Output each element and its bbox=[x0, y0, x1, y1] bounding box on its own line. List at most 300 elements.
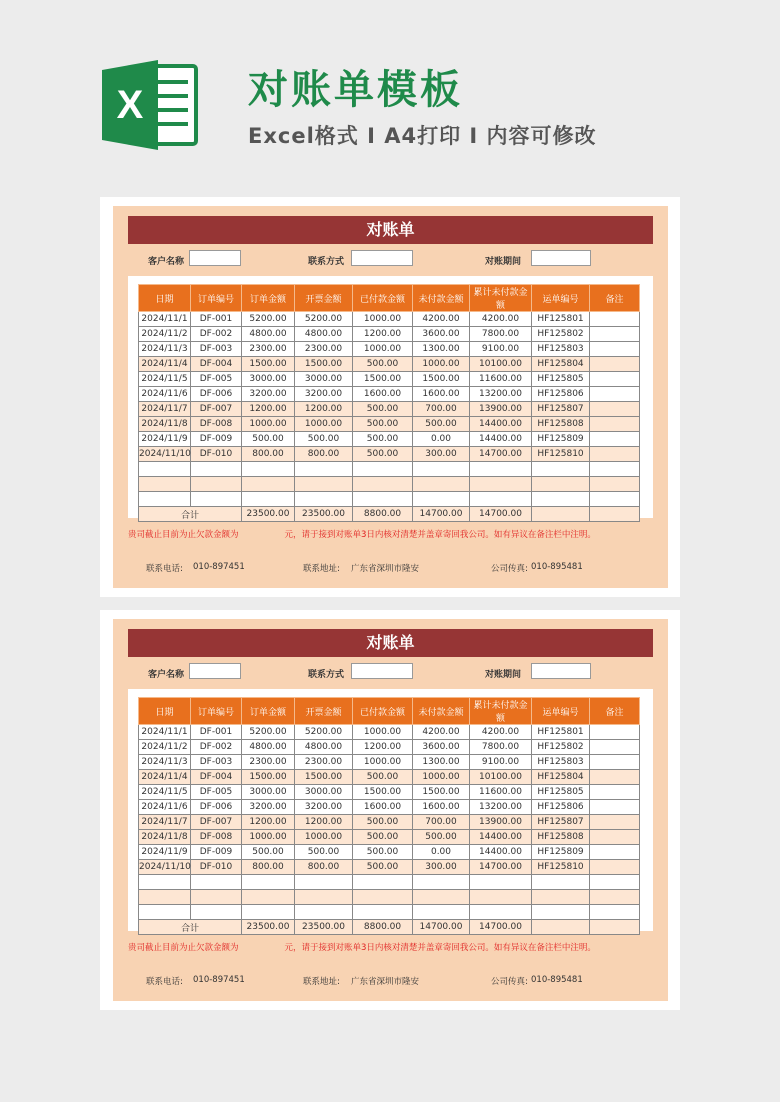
table-cell[interactable]: HF125808 bbox=[532, 830, 590, 845]
table-cell[interactable] bbox=[590, 845, 640, 860]
table-cell[interactable] bbox=[590, 725, 640, 740]
table-cell[interactable] bbox=[191, 875, 242, 890]
table-cell[interactable]: HF125805 bbox=[532, 785, 590, 800]
table-cell[interactable] bbox=[590, 402, 640, 417]
column-header: 备注 bbox=[590, 698, 640, 725]
table-cell[interactable] bbox=[353, 492, 413, 507]
table-cell[interactable]: 1000.00 bbox=[413, 770, 470, 785]
column-header: 累计未付款金额 bbox=[470, 285, 532, 312]
sheet-title: 对账单 bbox=[128, 629, 653, 657]
table-cell[interactable] bbox=[413, 492, 470, 507]
statement-sheet-2 bbox=[100, 610, 680, 1010]
table-cell[interactable]: DF-003 bbox=[191, 342, 242, 357]
total-label: 合计 bbox=[139, 507, 242, 522]
table-cell[interactable]: 1200.00 bbox=[242, 815, 295, 830]
table-cell[interactable]: 14700.00 bbox=[470, 447, 532, 462]
table-cell[interactable] bbox=[470, 875, 532, 890]
table-cell[interactable]: 2024/11/2 bbox=[139, 327, 191, 342]
table-cell[interactable]: 2024/11/1 bbox=[139, 312, 191, 327]
customer-name-field[interactable] bbox=[189, 663, 241, 679]
table-cell[interactable]: 13900.00 bbox=[470, 402, 532, 417]
table-cell[interactable]: 1000.00 bbox=[353, 725, 413, 740]
column-header: 开票金额 bbox=[295, 285, 353, 312]
table-cell[interactable]: 500.00 bbox=[295, 845, 353, 860]
table-cell[interactable]: HF125802 bbox=[532, 740, 590, 755]
table-cell[interactable]: 14400.00 bbox=[470, 830, 532, 845]
table-cell[interactable] bbox=[242, 905, 295, 920]
table-cell[interactable]: 1200.00 bbox=[242, 402, 295, 417]
table-cell[interactable] bbox=[242, 477, 295, 492]
table-cell[interactable]: 3600.00 bbox=[413, 327, 470, 342]
table-cell[interactable]: 500.00 bbox=[353, 447, 413, 462]
table-cell[interactable]: 11600.00 bbox=[470, 372, 532, 387]
table-cell[interactable] bbox=[470, 477, 532, 492]
table-cell[interactable]: 14400.00 bbox=[470, 432, 532, 447]
total-paid-amount: 8800.00 bbox=[353, 507, 413, 522]
table-cell[interactable]: 700.00 bbox=[413, 402, 470, 417]
column-header: 订单金额 bbox=[242, 285, 295, 312]
table-cell[interactable]: 500.00 bbox=[242, 845, 295, 860]
table-cell[interactable]: 2300.00 bbox=[295, 342, 353, 357]
table-cell[interactable] bbox=[590, 905, 640, 920]
table-row bbox=[139, 462, 640, 477]
table-cell[interactable]: 2024/11/7 bbox=[139, 815, 191, 830]
table-cell[interactable]: 13900.00 bbox=[470, 815, 532, 830]
customer-name-field[interactable] bbox=[189, 250, 241, 266]
table-cell[interactable]: 1500.00 bbox=[353, 372, 413, 387]
address-label: 联系地址: bbox=[303, 977, 340, 987]
table-cell[interactable] bbox=[295, 477, 353, 492]
table-cell[interactable]: 1000.00 bbox=[242, 417, 295, 432]
table-cell[interactable]: DF-010 bbox=[191, 860, 242, 875]
table-cell[interactable]: 7800.00 bbox=[470, 740, 532, 755]
table-cell[interactable] bbox=[191, 905, 242, 920]
table-cell[interactable]: 2024/11/1 bbox=[139, 725, 191, 740]
contact-field[interactable] bbox=[351, 250, 413, 266]
table-cell[interactable]: 500.00 bbox=[353, 830, 413, 845]
table-cell[interactable] bbox=[590, 357, 640, 372]
table-cell[interactable]: 4800.00 bbox=[295, 327, 353, 342]
table-cell[interactable]: 13200.00 bbox=[470, 800, 532, 815]
table-cell[interactable]: DF-002 bbox=[191, 327, 242, 342]
table-cell[interactable]: 2024/11/7 bbox=[139, 402, 191, 417]
total-order-amount: 23500.00 bbox=[242, 507, 295, 522]
table-cell[interactable]: 1500.00 bbox=[242, 357, 295, 372]
table-cell[interactable]: 1200.00 bbox=[295, 402, 353, 417]
table-cell[interactable] bbox=[470, 462, 532, 477]
table-cell[interactable]: DF-004 bbox=[191, 770, 242, 785]
table-cell[interactable]: 500.00 bbox=[353, 860, 413, 875]
table-cell[interactable]: 2024/11/3 bbox=[139, 342, 191, 357]
table-cell[interactable]: HF125803 bbox=[532, 755, 590, 770]
table-cell[interactable] bbox=[295, 890, 353, 905]
table-cell[interactable]: 1600.00 bbox=[353, 800, 413, 815]
table-cell[interactable] bbox=[532, 492, 590, 507]
table-cell[interactable]: 3200.00 bbox=[295, 800, 353, 815]
table-cell[interactable]: 1000.00 bbox=[353, 312, 413, 327]
table-cell[interactable]: DF-007 bbox=[191, 402, 242, 417]
table-cell[interactable]: 1500.00 bbox=[413, 372, 470, 387]
table-cell[interactable]: HF125806 bbox=[532, 387, 590, 402]
table-cell[interactable]: 2024/11/9 bbox=[139, 432, 191, 447]
table-cell[interactable] bbox=[295, 875, 353, 890]
period-label: 对账期间 bbox=[485, 670, 522, 680]
table-cell[interactable] bbox=[139, 492, 191, 507]
table-cell[interactable]: 500.00 bbox=[353, 432, 413, 447]
table-cell[interactable]: 0.00 bbox=[413, 845, 470, 860]
table-cell[interactable] bbox=[242, 890, 295, 905]
table-cell[interactable]: 3200.00 bbox=[242, 387, 295, 402]
table-cell[interactable] bbox=[590, 830, 640, 845]
table-cell[interactable]: 2024/11/6 bbox=[139, 387, 191, 402]
table-cell[interactable] bbox=[242, 462, 295, 477]
table-cell[interactable]: HF125801 bbox=[532, 312, 590, 327]
fax-value: 010-895481 bbox=[531, 562, 583, 572]
phone-label: 联系电话: bbox=[146, 977, 183, 987]
period-field[interactable] bbox=[531, 663, 591, 679]
table-cell[interactable]: 1000.00 bbox=[295, 417, 353, 432]
table-cell[interactable] bbox=[590, 312, 640, 327]
table-cell[interactable]: 1000.00 bbox=[242, 830, 295, 845]
table-cell[interactable]: 1600.00 bbox=[413, 387, 470, 402]
total-paid-amount: 8800.00 bbox=[353, 920, 413, 935]
table-cell[interactable]: 500.00 bbox=[413, 830, 470, 845]
table-cell[interactable]: DF-008 bbox=[191, 417, 242, 432]
statement-table bbox=[138, 697, 640, 935]
table-cell[interactable]: 4200.00 bbox=[470, 312, 532, 327]
table-cell[interactable] bbox=[532, 477, 590, 492]
table-cell[interactable]: 300.00 bbox=[413, 447, 470, 462]
table-cell[interactable]: 3600.00 bbox=[413, 740, 470, 755]
table-cell[interactable] bbox=[590, 417, 640, 432]
column-header: 日期 bbox=[139, 698, 191, 725]
table-cell[interactable]: 5200.00 bbox=[295, 725, 353, 740]
table-cell[interactable]: 4200.00 bbox=[413, 312, 470, 327]
table-cell[interactable]: 800.00 bbox=[295, 860, 353, 875]
table-cell[interactable]: 2024/11/2 bbox=[139, 740, 191, 755]
table-cell[interactable]: 4800.00 bbox=[242, 327, 295, 342]
table-cell[interactable]: HF125805 bbox=[532, 372, 590, 387]
table-cell[interactable]: 1500.00 bbox=[353, 785, 413, 800]
phone-value: 010-897451 bbox=[193, 562, 245, 572]
table-cell[interactable] bbox=[590, 785, 640, 800]
table-cell[interactable]: 7800.00 bbox=[470, 327, 532, 342]
table-cell[interactable] bbox=[191, 477, 242, 492]
table-cell[interactable]: HF125810 bbox=[532, 447, 590, 462]
table-row bbox=[139, 770, 640, 785]
table-cell[interactable]: 1200.00 bbox=[295, 815, 353, 830]
table-cell[interactable]: 5200.00 bbox=[242, 725, 295, 740]
table-row bbox=[139, 372, 640, 387]
table-cell[interactable]: DF-004 bbox=[191, 357, 242, 372]
table-cell[interactable]: HF125809 bbox=[532, 845, 590, 860]
table-cell[interactable]: 1000.00 bbox=[295, 830, 353, 845]
table-cell[interactable]: 2300.00 bbox=[295, 755, 353, 770]
column-header: 开票金额 bbox=[295, 698, 353, 725]
table-cell[interactable]: 2024/11/5 bbox=[139, 372, 191, 387]
table-cell[interactable]: 1000.00 bbox=[353, 755, 413, 770]
table-cell[interactable]: 9100.00 bbox=[470, 755, 532, 770]
table-cell[interactable]: 1500.00 bbox=[413, 785, 470, 800]
table-cell[interactable]: DF-006 bbox=[191, 800, 242, 815]
note-part1: 贵司截止目前为止欠款金额为 bbox=[128, 530, 239, 540]
table-cell[interactable] bbox=[532, 905, 590, 920]
table-cell[interactable]: 300.00 bbox=[413, 860, 470, 875]
table-cell[interactable]: 9100.00 bbox=[470, 342, 532, 357]
table-cell[interactable]: 800.00 bbox=[242, 860, 295, 875]
table-cell[interactable]: 14400.00 bbox=[470, 417, 532, 432]
statement-sheet-1 bbox=[100, 197, 680, 597]
table-cell[interactable]: 3000.00 bbox=[242, 372, 295, 387]
info-row bbox=[113, 250, 668, 270]
table-cell[interactable]: DF-005 bbox=[191, 372, 242, 387]
column-header: 订单编号 bbox=[191, 285, 242, 312]
sheet-panel bbox=[113, 619, 668, 1001]
table-cell[interactable]: HF125808 bbox=[532, 417, 590, 432]
table-cell[interactable]: HF125806 bbox=[532, 800, 590, 815]
table-cell[interactable]: 4800.00 bbox=[295, 740, 353, 755]
table-cell[interactable] bbox=[242, 492, 295, 507]
table-cell[interactable] bbox=[191, 462, 242, 477]
table-cell[interactable]: 500.00 bbox=[353, 357, 413, 372]
table-cell[interactable] bbox=[590, 462, 640, 477]
table-row bbox=[139, 387, 640, 402]
table-cell[interactable]: 3000.00 bbox=[242, 785, 295, 800]
table-cell[interactable] bbox=[532, 875, 590, 890]
excel-logo-icon bbox=[100, 60, 200, 150]
table-cell[interactable]: HF125807 bbox=[532, 402, 590, 417]
table-cell[interactable]: DF-010 bbox=[191, 447, 242, 462]
table-cell[interactable]: 500.00 bbox=[413, 417, 470, 432]
payment-note bbox=[128, 528, 658, 540]
table-cell[interactable] bbox=[353, 477, 413, 492]
sheet-panel bbox=[113, 206, 668, 588]
table-cell[interactable]: DF-007 bbox=[191, 815, 242, 830]
total-cumulative-unpaid: 14700.00 bbox=[470, 920, 532, 935]
table-cell[interactable]: DF-006 bbox=[191, 387, 242, 402]
table-cell[interactable]: 1200.00 bbox=[353, 327, 413, 342]
table-cell[interactable]: 2024/11/4 bbox=[139, 357, 191, 372]
table-cell[interactable] bbox=[590, 432, 640, 447]
table-cell[interactable] bbox=[191, 492, 242, 507]
table-cell[interactable]: 800.00 bbox=[242, 447, 295, 462]
table-cell[interactable]: 1300.00 bbox=[413, 342, 470, 357]
table-cell[interactable]: 10100.00 bbox=[470, 357, 532, 372]
total-empty-cell bbox=[532, 507, 590, 522]
table-row bbox=[139, 785, 640, 800]
table-cell[interactable] bbox=[413, 875, 470, 890]
table-cell[interactable]: 1200.00 bbox=[353, 740, 413, 755]
table-cell[interactable] bbox=[139, 477, 191, 492]
table-cell[interactable]: 0.00 bbox=[413, 432, 470, 447]
table-cell[interactable]: HF125803 bbox=[532, 342, 590, 357]
table-cell[interactable]: 500.00 bbox=[353, 845, 413, 860]
table-cell[interactable]: HF125801 bbox=[532, 725, 590, 740]
table-cell[interactable] bbox=[590, 447, 640, 462]
table-cell[interactable] bbox=[413, 890, 470, 905]
total-empty-cell bbox=[590, 507, 640, 522]
contact-field[interactable] bbox=[351, 663, 413, 679]
table-cell[interactable] bbox=[413, 905, 470, 920]
table-cell[interactable] bbox=[353, 890, 413, 905]
table-cell[interactable] bbox=[295, 905, 353, 920]
period-field[interactable] bbox=[531, 250, 591, 266]
table-cell[interactable]: 3000.00 bbox=[295, 785, 353, 800]
statement-table bbox=[138, 284, 640, 522]
table-cell[interactable] bbox=[590, 492, 640, 507]
total-row bbox=[139, 507, 640, 522]
table-cell[interactable] bbox=[139, 890, 191, 905]
table-cell[interactable]: 500.00 bbox=[295, 432, 353, 447]
table-cell[interactable] bbox=[139, 875, 191, 890]
table-cell[interactable]: HF125804 bbox=[532, 770, 590, 785]
table-cell[interactable] bbox=[590, 740, 640, 755]
table-cell[interactable]: DF-009 bbox=[191, 432, 242, 447]
table-cell[interactable]: 700.00 bbox=[413, 815, 470, 830]
table-cell[interactable] bbox=[353, 875, 413, 890]
table-cell[interactable]: 14700.00 bbox=[470, 860, 532, 875]
table-cell[interactable]: 1000.00 bbox=[413, 357, 470, 372]
table-cell[interactable]: 2024/11/3 bbox=[139, 755, 191, 770]
table-cell[interactable] bbox=[353, 462, 413, 477]
table-cell[interactable] bbox=[590, 477, 640, 492]
table-cell[interactable]: DF-009 bbox=[191, 845, 242, 860]
table-cell[interactable]: 500.00 bbox=[242, 432, 295, 447]
table-cell[interactable] bbox=[413, 462, 470, 477]
table-cell[interactable]: 500.00 bbox=[353, 815, 413, 830]
table-cell[interactable]: 13200.00 bbox=[470, 387, 532, 402]
table-cell[interactable]: 2024/11/5 bbox=[139, 785, 191, 800]
table-cell[interactable] bbox=[590, 327, 640, 342]
table-cell[interactable] bbox=[590, 815, 640, 830]
table-cell[interactable]: 2024/11/10 bbox=[139, 860, 191, 875]
table-row bbox=[139, 327, 640, 342]
total-unpaid-amount: 14700.00 bbox=[413, 507, 470, 522]
total-empty-cell bbox=[532, 920, 590, 935]
table-cell[interactable]: DF-003 bbox=[191, 755, 242, 770]
table-cell[interactable]: HF125807 bbox=[532, 815, 590, 830]
table-row bbox=[139, 477, 640, 492]
phone-value: 010-897451 bbox=[193, 975, 245, 985]
table-cell[interactable]: 800.00 bbox=[295, 447, 353, 462]
table-cell[interactable]: HF125804 bbox=[532, 357, 590, 372]
table-cell[interactable]: HF125809 bbox=[532, 432, 590, 447]
table-cell[interactable]: 2024/11/9 bbox=[139, 845, 191, 860]
fax-label: 公司传真: bbox=[491, 977, 528, 987]
table-cell[interactable]: 2024/11/6 bbox=[139, 800, 191, 815]
table-cell[interactable] bbox=[139, 462, 191, 477]
table-cell[interactable] bbox=[590, 342, 640, 357]
table-cell[interactable]: 11600.00 bbox=[470, 785, 532, 800]
table-cell[interactable]: 2300.00 bbox=[242, 755, 295, 770]
table-cell[interactable]: 3000.00 bbox=[295, 372, 353, 387]
table-cell[interactable]: 3200.00 bbox=[242, 800, 295, 815]
table-cell[interactable] bbox=[590, 372, 640, 387]
table-cell[interactable]: HF125802 bbox=[532, 327, 590, 342]
table-cell[interactable] bbox=[590, 387, 640, 402]
table-cell[interactable]: 5200.00 bbox=[242, 312, 295, 327]
table-cell[interactable]: 500.00 bbox=[353, 770, 413, 785]
table-row bbox=[139, 740, 640, 755]
table-row bbox=[139, 905, 640, 920]
table-cell[interactable] bbox=[353, 905, 413, 920]
table-cell[interactable]: 4200.00 bbox=[470, 725, 532, 740]
table-cell[interactable] bbox=[590, 860, 640, 875]
table-row bbox=[139, 342, 640, 357]
table-cell[interactable]: DF-001 bbox=[191, 725, 242, 740]
table-cell[interactable]: 4800.00 bbox=[242, 740, 295, 755]
table-cell[interactable] bbox=[532, 462, 590, 477]
table-cell[interactable]: 2024/11/8 bbox=[139, 830, 191, 845]
table-cell[interactable] bbox=[590, 800, 640, 815]
period-label: 对账期间 bbox=[485, 257, 522, 267]
table-cell[interactable]: 14400.00 bbox=[470, 845, 532, 860]
table-cell[interactable]: 3200.00 bbox=[295, 387, 353, 402]
table-cell[interactable] bbox=[242, 875, 295, 890]
table-row bbox=[139, 875, 640, 890]
table-cell[interactable]: 1600.00 bbox=[413, 800, 470, 815]
note-part2: 元，请于接到对账单3日内核对清楚并盖章寄回我公司。如有异议在备注栏中注明。 bbox=[284, 530, 596, 540]
table-row bbox=[139, 492, 640, 507]
table-cell[interactable]: 1300.00 bbox=[413, 755, 470, 770]
table-cell[interactable] bbox=[139, 905, 191, 920]
fax-label: 公司传真: bbox=[491, 564, 528, 574]
table-cell[interactable]: 1500.00 bbox=[242, 770, 295, 785]
table-cell[interactable] bbox=[295, 492, 353, 507]
table-cell[interactable] bbox=[413, 477, 470, 492]
column-header: 备注 bbox=[590, 285, 640, 312]
table-cell[interactable]: DF-002 bbox=[191, 740, 242, 755]
table-cell[interactable]: 4200.00 bbox=[413, 725, 470, 740]
table-cell[interactable] bbox=[590, 890, 640, 905]
table-cell[interactable] bbox=[470, 890, 532, 905]
table-cell[interactable]: 500.00 bbox=[353, 417, 413, 432]
table-cell[interactable]: 2024/11/8 bbox=[139, 417, 191, 432]
table-cell[interactable]: 1000.00 bbox=[353, 342, 413, 357]
table-cell[interactable]: 500.00 bbox=[353, 402, 413, 417]
total-label: 合计 bbox=[139, 920, 242, 935]
table-cell[interactable]: 1500.00 bbox=[295, 770, 353, 785]
table-cell[interactable]: 2024/11/4 bbox=[139, 770, 191, 785]
table-row bbox=[139, 447, 640, 462]
table-cell[interactable]: DF-008 bbox=[191, 830, 242, 845]
table-cell[interactable] bbox=[470, 905, 532, 920]
table-cell[interactable]: DF-001 bbox=[191, 312, 242, 327]
table-cell[interactable]: DF-005 bbox=[191, 785, 242, 800]
table-cell[interactable] bbox=[590, 875, 640, 890]
table-row bbox=[139, 830, 640, 845]
table-cell[interactable] bbox=[532, 890, 590, 905]
table-cell[interactable]: 10100.00 bbox=[470, 770, 532, 785]
table-cell[interactable] bbox=[191, 890, 242, 905]
table-row bbox=[139, 890, 640, 905]
table-cell[interactable]: 2024/11/10 bbox=[139, 447, 191, 462]
table-cell[interactable]: 5200.00 bbox=[295, 312, 353, 327]
table-cell[interactable] bbox=[590, 770, 640, 785]
table-cell[interactable]: 1500.00 bbox=[295, 357, 353, 372]
table-cell[interactable] bbox=[590, 755, 640, 770]
table-wrap bbox=[128, 276, 653, 521]
table-cell[interactable]: HF125810 bbox=[532, 860, 590, 875]
table-cell[interactable] bbox=[470, 492, 532, 507]
column-header: 已付款金额 bbox=[353, 285, 413, 312]
table-cell[interactable]: 2300.00 bbox=[242, 342, 295, 357]
table-cell[interactable]: 1600.00 bbox=[353, 387, 413, 402]
note-part2: 元，请于接到对账单3日内核对清楚并盖章寄回我公司。如有异议在备注栏中注明。 bbox=[284, 943, 596, 953]
customer-label: 客户名称 bbox=[148, 257, 185, 267]
table-cell[interactable] bbox=[295, 462, 353, 477]
address-label: 联系地址: bbox=[303, 564, 340, 574]
